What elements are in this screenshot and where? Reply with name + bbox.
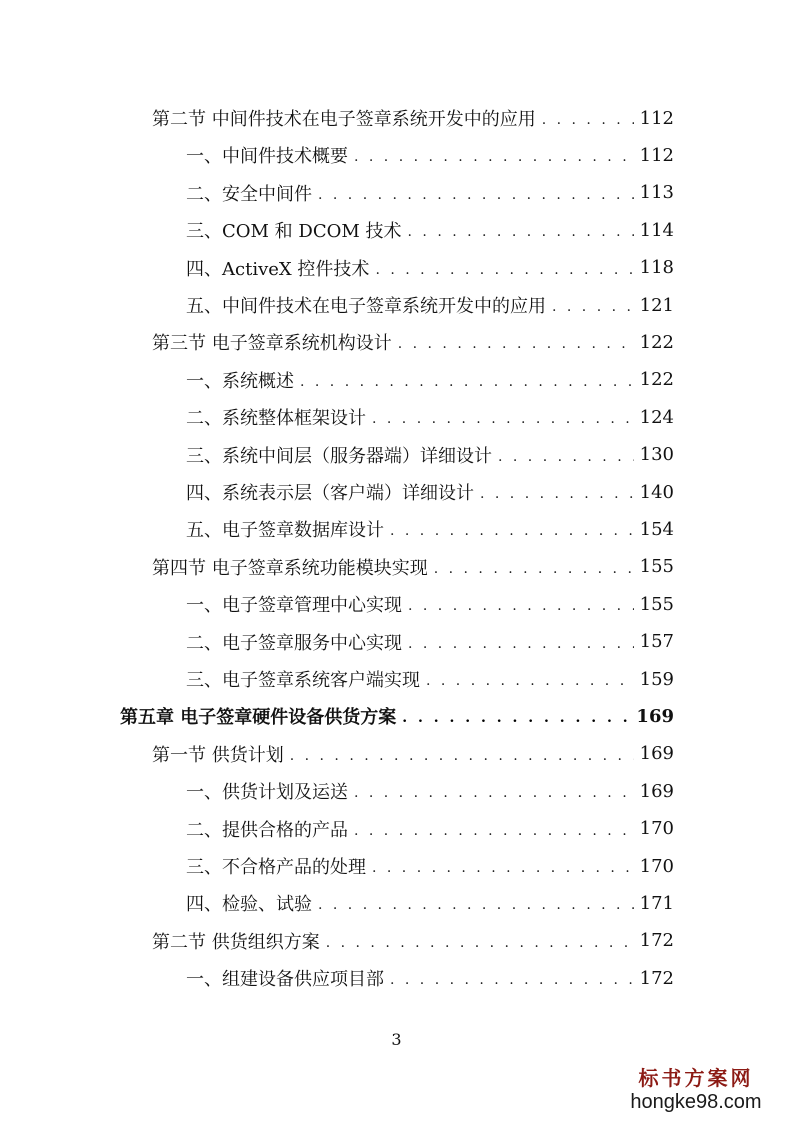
toc-entry: [152, 549, 674, 585]
toc-dot-leader: [326, 935, 634, 951]
toc-entry-page: 171: [639, 892, 674, 914]
toc-entry: [186, 250, 674, 286]
toc-entry: [186, 885, 674, 921]
toc-dot-leader: [375, 262, 633, 278]
toc-dot-leader: [408, 636, 634, 652]
toc-entry: [186, 362, 674, 398]
toc-entry-title: 二、提供合格的产品: [186, 819, 348, 841]
toc-entry-page: 122: [639, 369, 674, 391]
toc-entry-title: 三、不合格产品的处理: [186, 857, 366, 878]
toc-entry-page: 170: [639, 855, 674, 877]
toc-dot-leader: [318, 897, 634, 913]
toc-entry: [186, 137, 674, 173]
toc-entry-page: 122: [639, 331, 674, 353]
toc-dot-leader: [372, 411, 634, 427]
toc-entry-page: 155: [639, 556, 674, 578]
toc-entry-page: 114: [639, 219, 674, 241]
toc-entry-title: 第五章 电子签章硬件设备供货方案: [120, 707, 397, 729]
toc-entry: [186, 960, 674, 996]
watermark-logo: [621, 1062, 771, 1114]
toc-dot-leader: [408, 224, 634, 240]
toc-entry: [186, 437, 674, 473]
toc-entry-page: 112: [639, 107, 674, 129]
toc-entry-title: 一、电子签章管理中心实现: [186, 595, 402, 617]
toc-entry-page: 113: [639, 182, 674, 204]
toc-entry-title: 三、电子签章系统客户端实现: [186, 670, 420, 691]
toc-entry: [152, 324, 674, 360]
toc-entry-title: 第三节 电子签章系统机构设计: [152, 333, 392, 355]
toc-entry: [186, 586, 674, 622]
toc-dot-leader: [372, 860, 634, 876]
toc-entry-page: 118: [639, 257, 674, 279]
watermark-site-name: 标书方案网: [638, 1066, 754, 1090]
watermark-url: hongke98.com: [630, 1091, 762, 1113]
toc-entry-page: 140: [639, 481, 674, 503]
toc-dot-leader: [300, 374, 634, 390]
toc-entry-title: 四、检验、试验: [186, 894, 312, 916]
toc-dot-leader: [542, 112, 634, 128]
toc-entry-title: 一、中间件技术概要: [186, 146, 348, 168]
toc-entry-title: 一、系统概述: [186, 370, 294, 392]
toc-entry-title: 三、COM 和 DCOM 技术: [186, 221, 402, 243]
toc-dot-leader: [354, 785, 634, 801]
toc-entry: [186, 624, 674, 660]
toc-entry: [186, 175, 674, 211]
toc-entry: [186, 399, 674, 435]
toc-dot-leader: [390, 972, 634, 988]
toc-dot-leader: [354, 149, 634, 165]
toc-entry-page: 130: [639, 444, 674, 466]
toc-entry: [186, 661, 674, 697]
page-number: 3: [391, 1030, 402, 1049]
toc-entry-page: 121: [639, 294, 674, 316]
toc-dot-leader: [552, 299, 634, 315]
toc-entry-page: 172: [639, 930, 674, 952]
toc-dot-leader: [390, 523, 634, 539]
toc-entry-title: 第二节 中间件技术在电子签章系统开发中的应用: [152, 109, 536, 130]
toc-entry: [186, 811, 674, 847]
toc-entry-title: 二、系统整体框架设计: [186, 408, 366, 430]
toc-entry-title: 四、系统表示层（客户端）详细设计: [186, 483, 474, 504]
toc-dot-leader: [434, 561, 634, 577]
toc-entry-page: 154: [639, 518, 674, 540]
toc-entry-title: 二、电子签章服务中心实现: [186, 632, 402, 654]
toc-entry-page: 112: [639, 144, 674, 166]
toc-entry: [152, 736, 674, 772]
toc-entry-title: 四、ActiveX 控件技术: [186, 258, 370, 280]
toc-entry: [120, 698, 674, 734]
toc-entry-title: 二、安全中间件: [186, 183, 312, 205]
toc-dot-leader: [426, 673, 634, 689]
toc-entry-title: 第四节 电子签章系统功能模块实现: [152, 557, 428, 579]
toc-entry-title: 第二节 供货组织方案: [152, 931, 320, 953]
toc-entry: [186, 474, 674, 510]
toc-entry-page: 172: [639, 967, 674, 989]
toc-entry-title: 第一节 供货计划: [152, 744, 284, 766]
toc-entry: [186, 511, 674, 547]
toc-dot-leader: [480, 486, 634, 502]
toc-entry: [152, 923, 674, 959]
toc-entry-title: 五、电子签章数据库设计: [186, 520, 384, 542]
toc-entry-title: 一、组建设备供应项目部: [186, 969, 384, 991]
toc-dot-leader: [398, 336, 634, 352]
toc-entry-title: 三、系统中间层（服务器端）详细设计: [186, 445, 492, 467]
toc-entry-page: 169: [636, 705, 674, 727]
toc-entry-title: 五、中间件技术在电子签章系统开发中的应用: [186, 296, 546, 317]
toc-entry-page: 159: [639, 668, 674, 690]
toc-entry: [186, 212, 674, 248]
toc-dot-leader: [408, 598, 634, 614]
toc-dot-leader: [354, 823, 634, 839]
toc-entry-page: 169: [639, 743, 674, 765]
toc-entry-page: 169: [639, 780, 674, 802]
toc-dot-leader: [290, 748, 634, 764]
toc-entry: [186, 287, 674, 323]
toc-entry-page: 157: [639, 631, 674, 653]
toc-dot-leader: [498, 449, 634, 465]
toc-entry-title: 一、供货计划及运送: [186, 782, 348, 804]
toc-entry-page: 155: [639, 593, 674, 615]
toc-dot-leader: [402, 710, 630, 726]
toc-entry: [186, 848, 674, 884]
toc-dot-leader: [318, 187, 634, 203]
toc-entry-page: 124: [639, 406, 674, 428]
toc-entry-page: 170: [639, 818, 674, 840]
toc-entry: [152, 100, 674, 136]
toc-entry: [186, 773, 674, 809]
